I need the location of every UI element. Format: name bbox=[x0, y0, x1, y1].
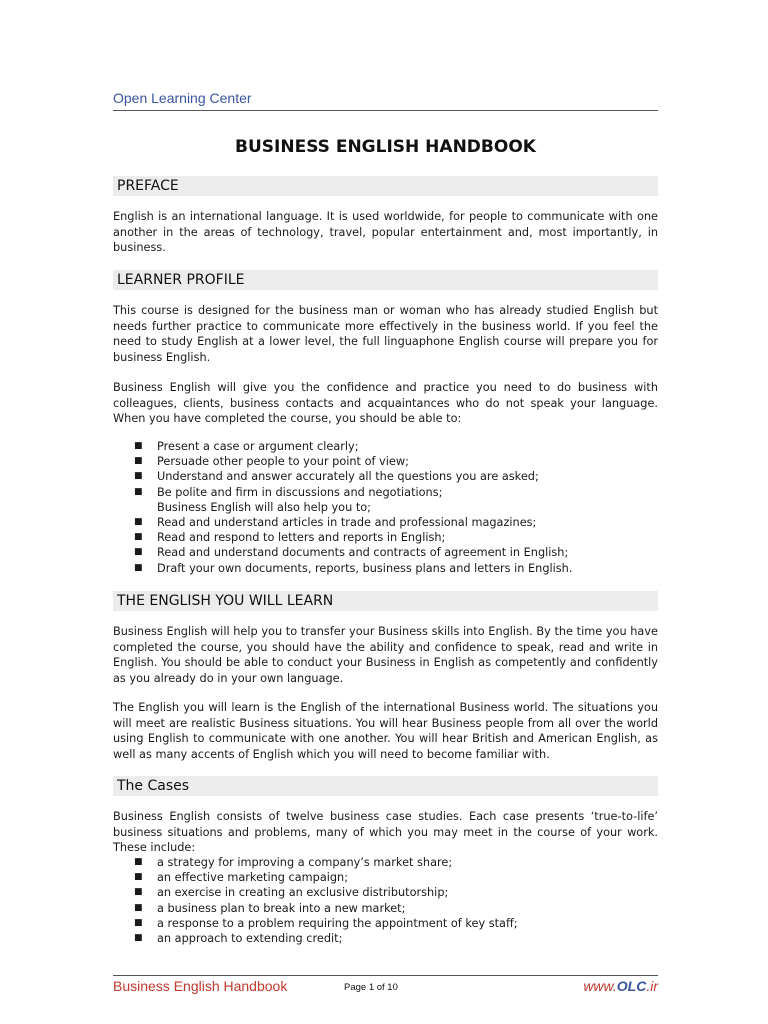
header-organization: Open Learning Center bbox=[113, 90, 252, 106]
square-bullet-icon: ■ bbox=[134, 517, 143, 528]
section-heading-learner-profile: LEARNER PROFILE bbox=[113, 270, 658, 290]
square-bullet-icon: ■ bbox=[134, 933, 143, 944]
list-item: ■ Read and understand articles in trade and professional magazines; bbox=[134, 516, 537, 530]
preface-paragraph: English is an international language. It is used worldwide, for people to communicate with one another in the areas of technology, travel, popular entertainment and, most importantly, in business. bbox=[113, 210, 658, 255]
learner-profile-paragraph-1: This course is designed for the business man or woman who has already studied English but needs further practice to communicate more effectively in the business world. If you feel the need to study English at a lower level, the full linguaphone English course will prepare you for business English. bbox=[113, 304, 658, 364]
section-heading-english-you-will-learn: THE ENGLISH YOU WILL LEARN bbox=[113, 591, 658, 611]
square-bullet-icon: ■ bbox=[134, 441, 143, 451]
square-bullet-icon: ■ bbox=[134, 471, 143, 482]
english-learn-paragraph-1: Business English will help you to transfer your Business skills into English. By the time you have completed the course, you should have the ability and confidence to speak, read and write in English. You should be able to conduct your Business in English as competently and confidently as you already do in your own language. bbox=[113, 625, 658, 685]
list-item: ■ Persuade other people to your point of view; bbox=[134, 455, 409, 469]
square-bullet-icon: ■ bbox=[134, 456, 143, 467]
list-item: ■ an approach to extending credit; bbox=[134, 932, 343, 946]
page-number: Page 1 of 10 bbox=[344, 982, 398, 993]
english-learn-paragraph-2: The English you will learn is the English of the international Business world. The situations you will meet are realistic Business situations. You will hear Business people from all over the world using English to communicate with one another. You will hear British and American English, as well as many accents of English which you will need to become familiar with. bbox=[113, 701, 658, 761]
square-bullet-icon: ■ bbox=[134, 532, 143, 543]
list-subnote: Business English will also help you to; bbox=[157, 500, 371, 514]
square-bullet-icon: ■ bbox=[134, 562, 143, 573]
cases-paragraph: Business English consists of twelve business case studies. Each case presents ‘true-to-life’ business situations and problems, many of which you may meet in the course of your work. These include: bbox=[113, 810, 658, 855]
learner-profile-paragraph-2: Business English will give you the confidence and practice you need to do business with colleagues, clients, business contacts and acquaintances who do not speak your language. When you have completed the course, you should be able to: bbox=[113, 381, 658, 426]
learner-profile-bullets bbox=[113, 439, 658, 576]
list-item: ■ a strategy for improving a company’s market share; bbox=[134, 856, 453, 869]
footer-divider bbox=[113, 975, 658, 976]
header-divider bbox=[113, 110, 658, 111]
list-item: ■ Be polite and firm in discussions and negotiations; bbox=[134, 485, 443, 499]
list-item: ■ an exercise in creating an exclusive distributorship; bbox=[134, 886, 449, 900]
footer-document-title: Business English Handbook bbox=[113, 978, 288, 994]
section-heading-cases: The Cases bbox=[113, 776, 658, 796]
list-item: ■ Draft your own documents, reports, business plans and letters in English. bbox=[134, 561, 573, 575]
list-item: ■ Read and respond to letters and reports in English; bbox=[134, 531, 446, 545]
square-bullet-icon: ■ bbox=[134, 902, 143, 913]
square-bullet-icon: ■ bbox=[134, 547, 143, 558]
list-item: ■ Understand and answer accurately all the questions you are asked; bbox=[134, 470, 539, 484]
list-item: ■ Read and understand documents and contracts of agreement in English; bbox=[134, 546, 569, 560]
square-bullet-icon: ■ bbox=[134, 872, 143, 883]
footer-website-link[interactable]: www.OLC.ir bbox=[583, 978, 658, 994]
section-heading-preface: PREFACE bbox=[113, 176, 658, 196]
list-item: ■ a business plan to break into a new market; bbox=[134, 901, 406, 915]
square-bullet-icon: ■ bbox=[134, 486, 143, 497]
square-bullet-icon: ■ bbox=[134, 917, 143, 928]
document-title: BUSINESS ENGLISH HANDBOOK bbox=[235, 137, 536, 157]
list-item: ■ a response to a problem requiring the appointment of key staff; bbox=[134, 916, 518, 930]
cases-bullets bbox=[113, 855, 658, 946]
square-bullet-icon: ■ bbox=[134, 857, 143, 867]
list-item: ■ an effective marketing campaign; bbox=[134, 871, 349, 885]
square-bullet-icon: ■ bbox=[134, 887, 143, 898]
list-item: ■ Present a case or argument clearly; bbox=[134, 440, 359, 453]
